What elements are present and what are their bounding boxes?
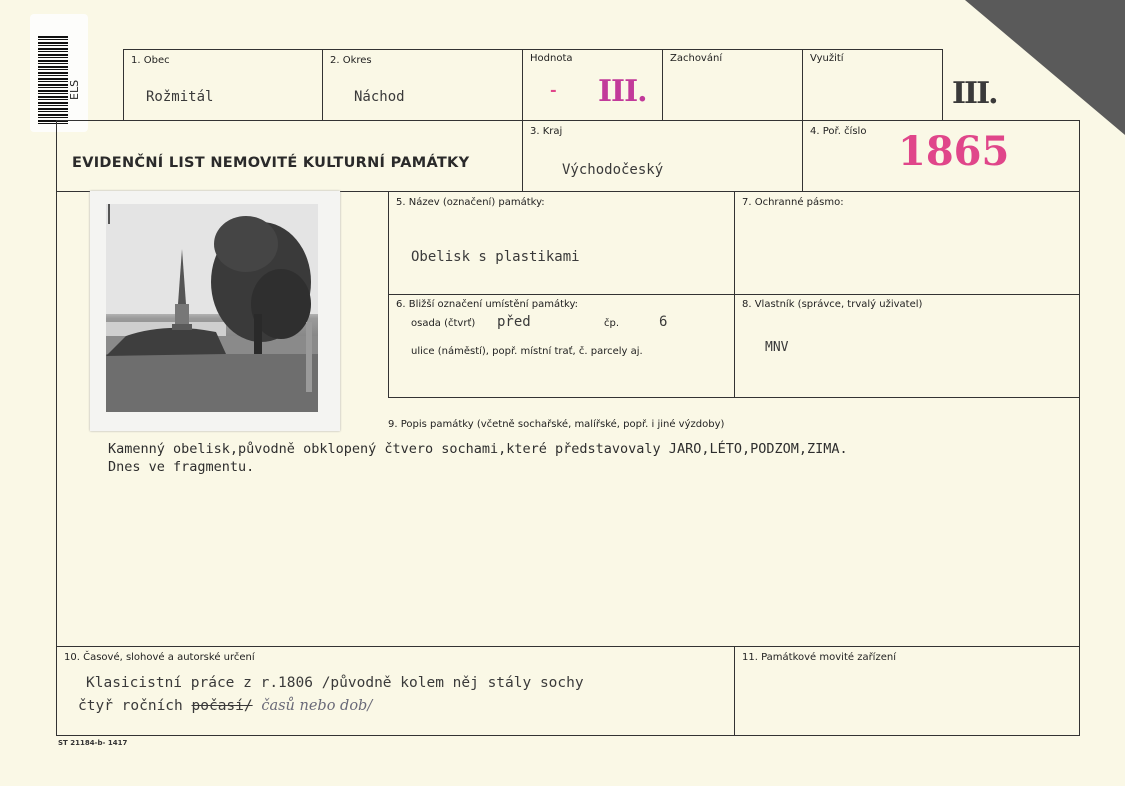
grid-line [662,49,663,121]
barcode-label [30,14,88,132]
kraj-label: 3. Kraj [530,126,563,137]
obec-label: 1. Obec [131,55,170,66]
barcode-icon [38,36,68,124]
hodnota-value: III. [598,74,647,109]
ochranne-pasmo-label: 7. Ochranné pásmo: [742,197,844,208]
obec-value: Rožmitál [146,89,214,105]
okres-label: 2. Okres [330,55,372,66]
photo-image [106,204,318,412]
kraj-value: Východočeský [562,162,664,178]
mark-iii: III. [952,76,997,111]
movite-label: 11. Památkové movité zařízení [742,652,896,663]
grid-line [388,397,1079,398]
urceni-line-2 [78,698,372,714]
nazev-value: Obelisk s plastikami [411,249,580,265]
zachovani-label: Zachování [670,53,723,64]
grid-line [1079,120,1080,736]
form-title: EVIDENČNÍ LIST NEMOVITÉ KULTURNÍ PAMÁTKY [72,155,470,171]
grid-line [322,49,323,121]
urceni-struck-text: počasí/ [191,698,253,714]
grid-line [56,120,1080,121]
popis-line-1: Kamenný obelisk,původně obklopený čtvero sochami,které představovaly JARO,LÉTO,PODZOM,ZIMA. [108,441,848,457]
urceni-handwritten-text: časů nebo dob/ [261,698,373,714]
grid-line [56,120,57,736]
hodnota-dash: - [550,80,557,99]
popis-line-2: Dnes ve fragmentu. [108,459,255,475]
popis-label: 9. Popis památky (včetně sochařské, malířské, popř. i jiné výzdoby) [388,419,725,430]
cp-value: 6 [659,314,668,330]
grid-line [56,646,1080,647]
por-cislo-value: 1865 [898,128,1010,175]
cp-label: čp. [604,318,620,329]
popis-text [108,440,848,476]
monument-photo [90,191,340,431]
grid-line [734,646,735,736]
urceni-label: 10. Časové, slohové a autorské určení [64,652,255,663]
grid-line [388,294,1079,295]
osada-label: osada (čtvrť) [411,318,476,329]
vyuziti-label: Využití [810,53,844,64]
form-code: ST 21184-b- 1417 [58,739,128,747]
torn-corner [965,0,1125,135]
urceni-line-2-start: čtyř ročních [78,698,183,714]
umisteni-label: 6. Bližší označení umístění památky: [396,299,579,310]
grid-line [123,49,943,50]
vlastnik-label: 8. Vlastník (správce, trvalý uživatel) [742,299,923,310]
osada-value: před [497,314,531,330]
grid-line [942,49,943,121]
grid-line [56,735,1080,736]
okres-value: Náchod [354,89,405,105]
vlastnik-value: MNV [765,340,789,355]
grid-line [123,49,124,121]
barcode-text: ELS [68,79,81,100]
hodnota-label: Hodnota [530,53,573,64]
nazev-label: 5. Název (označení) památky: [396,197,545,208]
urceni-line-1: Klasicistní práce z r.1806 /původně kolem něj stály sochy [86,675,584,691]
por-cislo-label: 4. Poř. číslo [810,126,867,137]
ulice-label: ulice (náměstí), popř. místní trať, č. parcely aj. [411,346,643,357]
